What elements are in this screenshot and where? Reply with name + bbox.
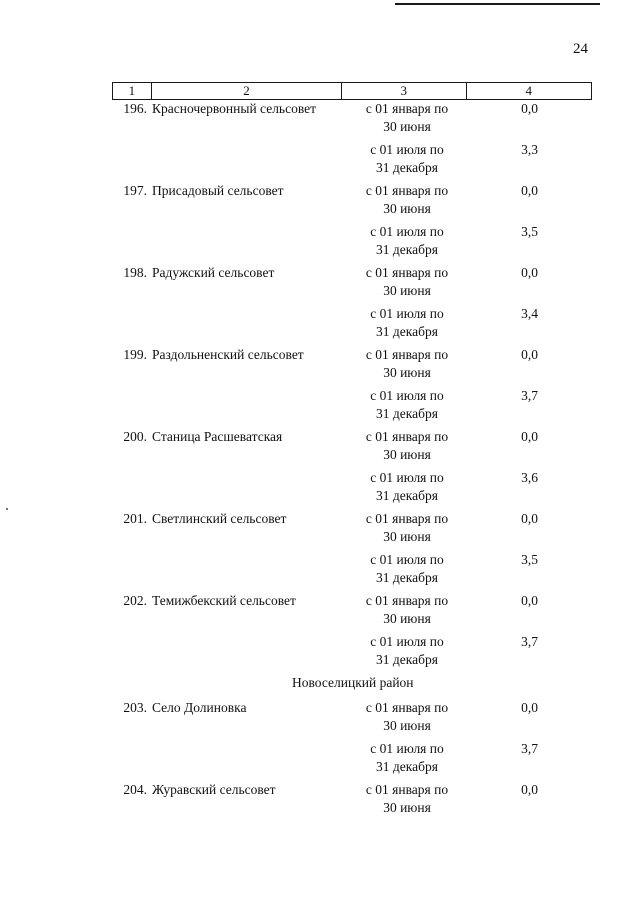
- period: [347, 141, 592, 182]
- period-text: [347, 264, 467, 305]
- period-value: 3,5: [521, 224, 538, 239]
- page-number: 24: [573, 41, 588, 57]
- row-number: 202.: [123, 593, 147, 608]
- row-periods: [347, 428, 592, 510]
- period-start: с 01 января по: [365, 183, 449, 198]
- row-number: 198.: [123, 265, 147, 280]
- period: [347, 182, 592, 223]
- row-periods: [347, 100, 592, 182]
- table-row: [112, 781, 592, 822]
- table-row: [112, 346, 592, 428]
- row-number: 197.: [123, 183, 147, 198]
- table-row: [112, 428, 592, 510]
- period: [347, 305, 592, 346]
- header-col-4: 4: [525, 83, 533, 98]
- period-start: с 01 января по: [365, 593, 449, 608]
- top-rule: [395, 3, 600, 5]
- period-text: [347, 510, 467, 551]
- table-row: [112, 264, 592, 346]
- period: [347, 781, 592, 822]
- period-start: с 01 июля по: [370, 470, 444, 485]
- row-periods: [347, 182, 592, 264]
- header-col-2: 2: [152, 83, 342, 99]
- period-value: 0,0: [521, 347, 538, 362]
- period: [347, 469, 592, 510]
- period: [347, 387, 592, 428]
- row-number: 201.: [123, 511, 147, 526]
- period-text: [347, 469, 467, 510]
- period-start: с 01 июля по: [370, 552, 444, 567]
- table-row: [112, 699, 592, 781]
- table-row: [112, 510, 592, 592]
- row-name: Раздольненский сельсовет: [152, 347, 304, 362]
- row-name: Красночервонный сельсовет: [152, 101, 317, 116]
- period-value: 0,0: [521, 101, 538, 116]
- period-end: 31 декабря: [376, 488, 438, 503]
- period: [347, 428, 592, 469]
- period-value: 3,7: [521, 388, 538, 403]
- period-text: [347, 182, 467, 223]
- period-text: [347, 551, 467, 592]
- row-periods: [347, 781, 592, 822]
- row-name: Темижбекский сельсовет: [152, 593, 296, 608]
- period-end: 31 декабря: [376, 570, 438, 585]
- period-start: с 01 января по: [365, 782, 449, 797]
- period-start: с 01 января по: [365, 347, 449, 362]
- header-col-3: 3: [342, 83, 466, 99]
- row-number: 196.: [123, 101, 147, 116]
- table-header: [112, 82, 592, 100]
- period-text: [347, 387, 467, 428]
- period-value: 3,4: [521, 306, 538, 321]
- period-end: 31 декабря: [376, 652, 438, 667]
- period-value: 3,5: [521, 552, 538, 567]
- row-periods: [347, 346, 592, 428]
- period-value: 0,0: [521, 782, 538, 797]
- period-start: с 01 июля по: [370, 224, 444, 239]
- period-start: с 01 января по: [365, 429, 449, 444]
- period-text: [347, 141, 467, 182]
- period-end: 30 июня: [383, 119, 431, 134]
- period-end: 30 июня: [383, 718, 431, 733]
- period: [347, 223, 592, 264]
- period-end: 31 декабря: [376, 160, 438, 175]
- period-text: [347, 305, 467, 346]
- period: [347, 592, 592, 633]
- period-start: с 01 января по: [365, 511, 449, 526]
- period-start: с 01 июля по: [370, 388, 444, 403]
- period-value: 3,3: [521, 142, 538, 157]
- row-periods: [347, 699, 592, 781]
- row-name: Станица Расшеватская: [152, 429, 283, 444]
- table-row: [112, 100, 592, 182]
- table-body: [112, 100, 592, 822]
- row-name: Журавский сельсовет: [152, 782, 276, 797]
- period: [347, 264, 592, 305]
- period-end: 31 декабря: [376, 759, 438, 774]
- period-text: [347, 223, 467, 264]
- row-number: 204.: [123, 782, 147, 797]
- period-value: 0,0: [521, 265, 538, 280]
- period-start: с 01 июля по: [370, 634, 444, 649]
- header-col-1: 1: [113, 83, 152, 99]
- period: [347, 740, 592, 781]
- row-periods: [347, 264, 592, 346]
- period-value: 3,7: [521, 741, 538, 756]
- period: [347, 510, 592, 551]
- period-value: 0,0: [521, 511, 538, 526]
- row-number: 203.: [123, 700, 147, 715]
- row-periods: [347, 510, 592, 592]
- row-number: 200.: [123, 429, 147, 444]
- period-text: [347, 699, 467, 740]
- period-end: 30 июня: [383, 529, 431, 544]
- period-value: 3,7: [521, 634, 538, 649]
- period-text: [347, 740, 467, 781]
- period-start: с 01 июля по: [370, 142, 444, 157]
- period-end: 30 июня: [383, 800, 431, 815]
- period: [347, 633, 592, 674]
- period-end: 30 июня: [383, 201, 431, 216]
- period-text: [347, 100, 467, 141]
- section-heading: Новоселицкий район: [292, 675, 414, 690]
- row-number: 199.: [123, 347, 147, 362]
- period-start: с 01 января по: [365, 101, 449, 116]
- row-name: Светлинский сельсовет: [152, 511, 287, 526]
- period-text: [347, 428, 467, 469]
- table-row: [112, 182, 592, 264]
- period-text: [347, 633, 467, 674]
- period-value: 0,0: [521, 183, 538, 198]
- period-end: 30 июня: [383, 611, 431, 626]
- data-table: [112, 82, 592, 822]
- period-end: 31 декабря: [376, 324, 438, 339]
- period-start: с 01 января по: [365, 265, 449, 280]
- period-text: [347, 592, 467, 633]
- period-value: 0,0: [521, 429, 538, 444]
- period-start: с 01 июля по: [370, 306, 444, 321]
- period-value: 3,6: [521, 470, 538, 485]
- row-periods: [347, 592, 592, 674]
- period: [347, 100, 592, 141]
- period-end: 31 декабря: [376, 242, 438, 257]
- scan-dot: [6, 508, 8, 510]
- period-end: 30 июня: [383, 447, 431, 462]
- period-text: [347, 781, 467, 822]
- period: [347, 551, 592, 592]
- period: [347, 346, 592, 387]
- period-end: 30 июня: [383, 365, 431, 380]
- period-start: с 01 января по: [365, 700, 449, 715]
- table-row: [112, 592, 592, 674]
- row-name: Присадовый сельсовет: [152, 183, 284, 198]
- period: [347, 699, 592, 740]
- period-value: 0,0: [521, 593, 538, 608]
- period-end: 31 декабря: [376, 406, 438, 421]
- period-start: с 01 июля по: [370, 741, 444, 756]
- period-value: 0,0: [521, 700, 538, 715]
- period-end: 30 июня: [383, 283, 431, 298]
- row-name: Радужский сельсовет: [152, 265, 275, 280]
- row-name: Село Долиновка: [152, 700, 247, 715]
- period-text: [347, 346, 467, 387]
